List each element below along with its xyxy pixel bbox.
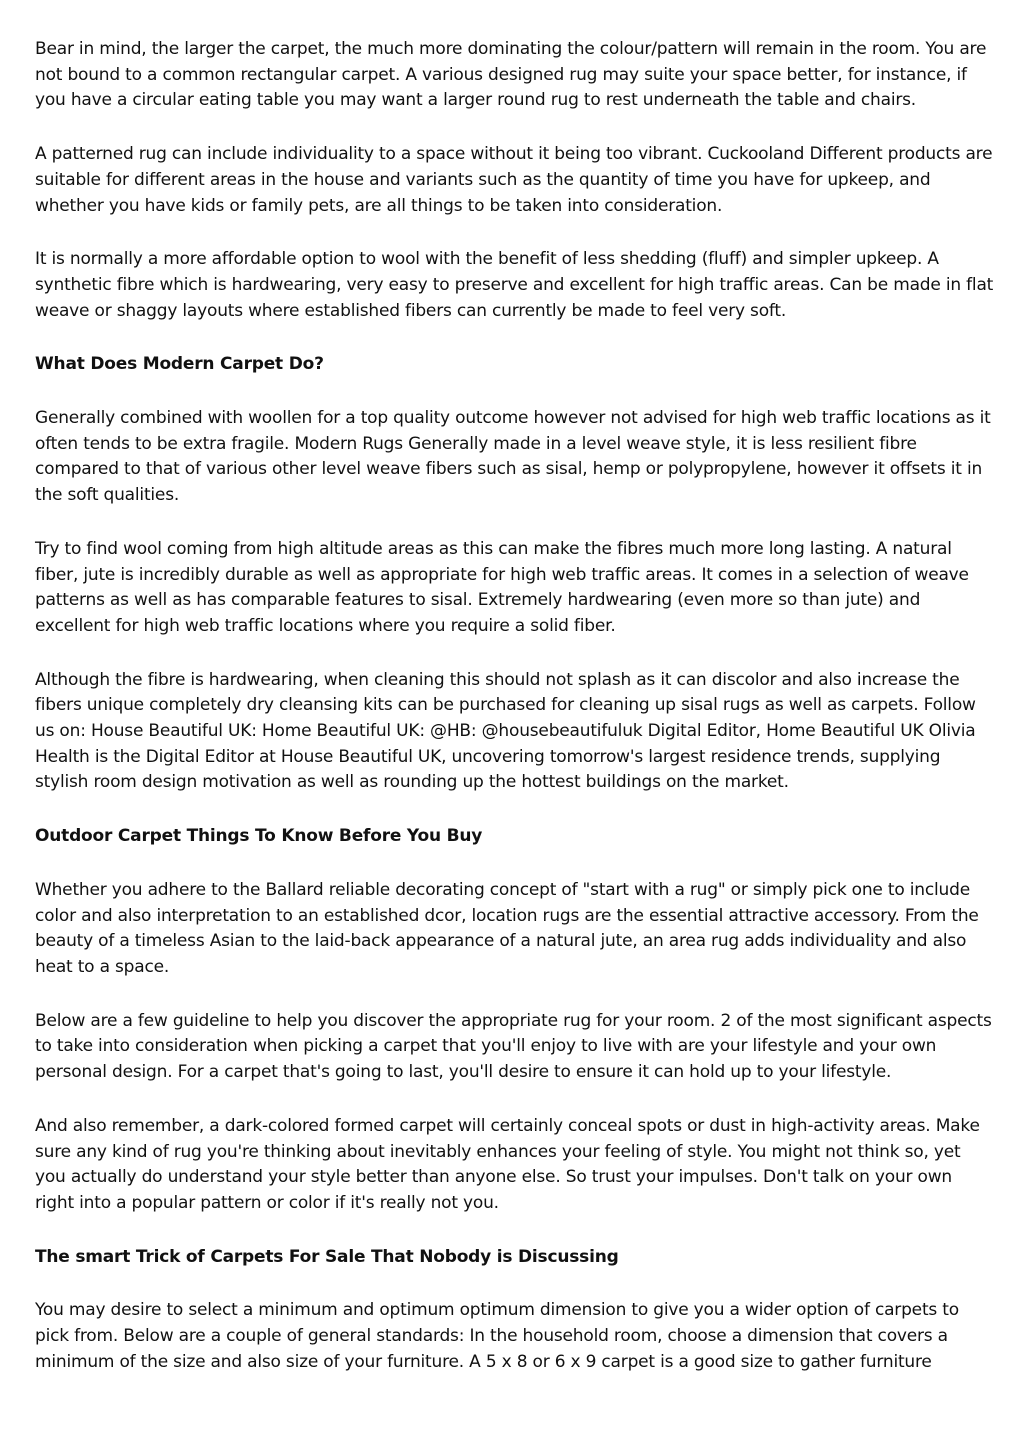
section-heading: Outdoor Carpet Things To Know Before You Buy	[35, 826, 483, 847]
paragraph: A patterned rug can include individuality to a space without it being too vibrant. Cuckooland Different products are suitable for different areas in the house and variants such as the quantity of time you have for upkeep, and whether you have kids or family pets, are all things to be taken into consideration.	[35, 144, 993, 216]
paragraph: Bear in mind, the larger the carpet, the much more dominating the colour/pattern will remain in the room. You are not bound to a common rectangular carpet. A various designed rug may suite your space better, for instance, if you have a circular eating table you may want a larger round rug to rest underneath the table and chairs.	[35, 39, 987, 111]
paragraph: It is normally a more affordable option to wool with the benefit of less shedding (fluff) and simpler upkeep. A synthetic fibre which is hardwearing, very easy to preserve and excellent for high traffic areas. Can be made in flat weave or shaggy layouts where established fibers can currently be made to feel very soft.	[35, 249, 994, 321]
paragraph: You may desire to select a minimum and optimum optimum dimension to give you a wider option of carpets to pick from. Below are a couple of general standards: In the household room, choose a dimension that covers a minimum of the size and also size of your furniture. A 5 x 8 or 6 x 9 carpet is a good size to gather furniture	[35, 1300, 959, 1372]
paragraph: Whether you adhere to the Ballard reliable decorating concept of "start with a rug" or simply pick one to include color and also interpretation to an established dcor, location rugs are the essential attractive accessory. From the beauty of a timeless Asian to the laid-back appearance of a natural jute, an area rug adds individuality and also heat to a space.	[35, 879, 979, 977]
paragraph: Although the fibre is hardwearing, when cleaning this should not splash as it can discolor and also increase the fibers unique completely dry cleansing kits can be purchased for cleaning up sisal rugs as well as carpets. Follow us on: House Beautiful UK: Home Beautiful UK: @HB: @housebeautifuluk Digital Editor, Home Beautiful UK Olivia Health is the Digital Editor at House Beautiful UK, uncovering tomorrow's largest residence trends, supplying stylish room design motivation as well as rounding up the hottest buildings on the market.	[35, 669, 976, 793]
paragraph: Try to find wool coming from high altitude areas as this can make the fibres much more long lasting. A natural fiber, jute is incredibly durable as well as appropriate for high web traffic areas. It comes in a selection of weave patterns as well as has comparable features to sisal. Extremely hardwearing (even more so than jute) and excellent for high web traffic locations where you require a solid fiber.	[35, 538, 969, 636]
paragraph: Generally combined with woollen for a top quality outcome however not advised for high web traffic locations as it often tends to be extra fragile. Modern Rugs Generally made in a level weave style, it is less resilient fibre compared to that of various other level weave fibers such as sisal, hemp or polypropylene, however it offsets it in the soft qualities.	[35, 408, 991, 506]
section-heading: The smart Trick of Carpets For Sale That Nobody is Discussing	[35, 1246, 619, 1267]
paragraph: Below are a few guideline to help you discover the appropriate rug for your room. 2 of the most significant aspects to take into consideration when picking a carpet that you'll enjoy to live with are your lifestyle and your own personal design. For a carpet that's going to last, you'll desire to ensure it can hold up to your lifestyle.	[35, 1010, 992, 1083]
section-heading: What Does Modern Carpet Do?	[35, 354, 324, 375]
paragraph: And also remember, a dark-colored formed carpet will certainly conceal spots or dust in high-activity areas. Make sure any kind of rug you're thinking about inevitably enhances your feeling of style. You might not think so, yet you actually do understand your style better than anyone else. So trust your impulses. Don't talk on your own right into a popular pattern or color if it's really not you.	[35, 1115, 980, 1213]
document-body	[35, 37, 995, 1403]
